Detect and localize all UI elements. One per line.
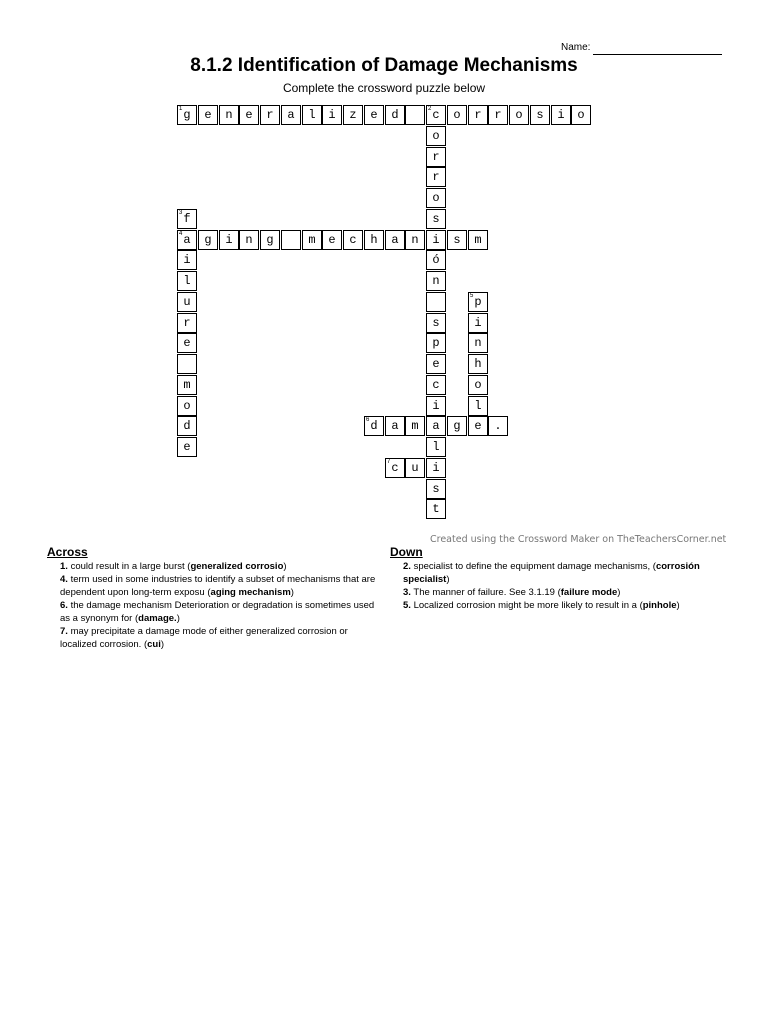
clue-text: The manner of failure. See 3.1.19 ( (410, 587, 561, 598)
cell-letter: e (183, 440, 191, 454)
grid-cell[interactable] (426, 209, 446, 229)
grid-cell[interactable] (426, 313, 446, 333)
grid-cell[interactable] (281, 105, 301, 125)
clue-answer: damage. (138, 613, 177, 624)
clue-number: 5. (403, 600, 411, 611)
down-clue-list (390, 560, 730, 612)
clue-text: Localized corrosion might be more likely to result in a ( (410, 600, 643, 611)
grid-cell[interactable] (468, 105, 488, 125)
grid-cell[interactable] (405, 416, 425, 436)
grid-cell[interactable] (426, 230, 446, 250)
cell-letter: ó (432, 253, 440, 267)
cell-letter: s (432, 316, 440, 330)
cell-letter: g (266, 233, 274, 247)
cell-letter: o (432, 191, 440, 205)
cell-letter: a (391, 233, 399, 247)
grid-cell[interactable] (177, 375, 197, 395)
cell-letter: z (349, 108, 357, 122)
grid-cell[interactable] (426, 458, 446, 478)
cell-letter: a (183, 233, 191, 247)
clue-number: 7. (60, 626, 68, 637)
cell-letter: l (183, 274, 191, 288)
grid-cell[interactable] (468, 396, 488, 416)
cell-number: 6 (366, 417, 370, 423)
cell-letter: i (432, 461, 440, 475)
grid-cell[interactable] (385, 416, 405, 436)
cell-letter: l (308, 108, 316, 122)
cell-number: 5 (470, 293, 474, 299)
page-subtitle: Complete the crossword puzzle below (282, 81, 486, 95)
grid-cell[interactable] (219, 230, 239, 250)
grid-cell[interactable] (468, 230, 488, 250)
cell-number: 2 (428, 106, 432, 112)
clue-item (47, 573, 382, 599)
clue-end: ) (446, 574, 450, 585)
grid-cell[interactable] (343, 230, 363, 250)
grid-cell[interactable] (177, 416, 197, 436)
cell-letter: e (204, 108, 212, 122)
grid-cell[interactable] (343, 105, 363, 125)
grid-cell[interactable] (426, 271, 446, 291)
grid-cell[interactable] (426, 499, 446, 519)
grid-cell[interactable] (302, 230, 322, 250)
clue-item (390, 599, 730, 612)
grid-cell[interactable] (426, 375, 446, 395)
cell-letter: e (183, 336, 191, 350)
cell-letter: u (411, 461, 419, 475)
cell-letter: h (474, 357, 482, 371)
grid-cell[interactable] (260, 105, 280, 125)
cell-letter: o (432, 129, 440, 143)
grid-cell[interactable] (468, 292, 488, 312)
grid-cell[interactable] (177, 209, 197, 229)
clue-item (390, 586, 730, 599)
cell-letter: o (453, 108, 461, 122)
grid-cell[interactable] (364, 105, 384, 125)
grid-cell[interactable] (239, 105, 259, 125)
cell-letter: c (349, 233, 357, 247)
grid-cell[interactable] (426, 250, 446, 270)
grid-cell[interactable] (426, 167, 446, 187)
grid-cell[interactable] (571, 105, 591, 125)
cell-letter: n (474, 336, 482, 350)
grid-cell[interactable] (405, 230, 425, 250)
cell-letter: f (183, 212, 191, 226)
cell-letter: m (308, 233, 316, 247)
cell-letter: r (432, 170, 440, 184)
cell-letter: n (411, 233, 419, 247)
cell-letter: m (411, 419, 419, 433)
clue-number: 4. (60, 574, 68, 585)
grid-cell[interactable] (426, 292, 446, 312)
grid-cell[interactable] (426, 188, 446, 208)
grid-cell[interactable] (530, 105, 550, 125)
clue-end: ) (676, 600, 680, 611)
grid-cell[interactable] (260, 230, 280, 250)
cell-letter: h (370, 233, 378, 247)
clue-answer: corrosión specialist (403, 561, 700, 585)
clue-answer: failure mode (560, 587, 618, 598)
cell-letter: s (432, 212, 440, 226)
grid-cell[interactable] (551, 105, 571, 125)
grid-cell[interactable] (177, 437, 197, 457)
grid-cell[interactable] (468, 375, 488, 395)
grid-cell[interactable] (219, 105, 239, 125)
grid-cell[interactable] (322, 230, 342, 250)
grid-cell[interactable] (468, 416, 488, 436)
cell-letter: . (494, 419, 502, 433)
grid-cell[interactable] (177, 271, 197, 291)
clue-end: ) (617, 587, 621, 598)
cell-letter: i (557, 108, 565, 122)
clue-answer: cui (147, 639, 161, 650)
cell-letter: r (494, 108, 502, 122)
grid-cell[interactable] (426, 105, 446, 125)
cell-letter: r (432, 150, 440, 164)
grid-cell[interactable] (405, 105, 425, 125)
cell-letter: i (183, 253, 191, 267)
cell-letter: r (183, 316, 191, 330)
clue-number: 1. (60, 561, 68, 572)
cell-letter: a (391, 419, 399, 433)
clue-item (390, 560, 730, 586)
grid-cell[interactable] (281, 230, 301, 250)
clue-answer: pinhole (642, 600, 677, 611)
cell-letter: e (370, 108, 378, 122)
cell-letter: e (328, 233, 336, 247)
clue-end: ) (160, 639, 165, 650)
grid-cell[interactable] (447, 230, 467, 250)
cell-letter: i (432, 399, 440, 413)
cell-letter: r (266, 108, 274, 122)
credit-text: Created using the Crossword Maker on TheTeachersCorner.net (430, 534, 727, 545)
grid-cell[interactable] (426, 437, 446, 457)
grid-cell[interactable] (198, 230, 218, 250)
cell-letter: t (432, 502, 440, 516)
cell-letter: a (432, 419, 440, 433)
cell-letter: d (183, 419, 191, 433)
grid-cell[interactable] (177, 333, 197, 353)
grid-cell[interactable] (177, 313, 197, 333)
cell-letter: e (432, 357, 440, 371)
grid-cell[interactable] (177, 354, 197, 374)
grid-cell[interactable] (509, 105, 529, 125)
clue-end: ) (176, 613, 180, 624)
cell-letter: e (474, 419, 482, 433)
cell-letter: d (391, 108, 399, 122)
cell-letter: p (474, 295, 482, 309)
grid-cell[interactable] (426, 416, 446, 436)
clue-number: 3. (403, 587, 411, 598)
grid-cell[interactable] (447, 105, 467, 125)
cell-letter: o (515, 108, 523, 122)
grid-cell[interactable] (364, 230, 384, 250)
grid-cell[interactable] (177, 250, 197, 270)
cell-number: 1 (179, 106, 183, 112)
grid-cell[interactable] (468, 354, 488, 374)
cell-letter: l (474, 399, 482, 413)
clue-answer: aging mechanism (210, 587, 291, 598)
cell-letter: i (432, 233, 440, 247)
clue-text: could result in a large burst ( (67, 561, 191, 572)
cell-letter: u (183, 295, 191, 309)
grid-cell[interactable] (302, 105, 322, 125)
grid-cell[interactable] (385, 458, 405, 478)
down-clues (390, 546, 730, 612)
clue-end: ) (283, 561, 287, 572)
cell-letter: m (474, 233, 482, 247)
clue-text: the damage mechanism Deterioration or degradation is sometimes used as a synonym for ( (60, 600, 375, 624)
cell-letter: a (287, 108, 295, 122)
grid-cell[interactable] (447, 416, 467, 436)
grid-cell[interactable] (364, 416, 384, 436)
grid-cell[interactable] (426, 479, 446, 499)
cell-letter: d (370, 419, 378, 433)
cell-letter: g (453, 419, 461, 433)
clue-text: specialist to define the equipment damage mechanisms, ( (410, 561, 656, 572)
cell-number: 4 (179, 231, 183, 237)
grid-cell[interactable] (322, 105, 342, 125)
grid-cell[interactable] (239, 230, 259, 250)
grid-cell[interactable] (488, 105, 508, 125)
clue-text: may precipitate a damage mode of either generalized corrosion or localized corrosion. ( (60, 626, 348, 650)
page-title: 8.1.2 Identification of Damage Mechanisms (190, 55, 578, 76)
grid-cell[interactable] (385, 105, 405, 125)
grid-cell[interactable] (177, 105, 197, 125)
name-label: Name: (561, 42, 591, 53)
cell-letter: g (183, 108, 191, 122)
grid-cell[interactable] (405, 458, 425, 478)
cell-letter: c (391, 461, 399, 475)
cell-letter: n (432, 274, 440, 288)
cell-letter: s (453, 233, 461, 247)
cell-letter: l (432, 440, 440, 454)
cell-letter: e (245, 108, 253, 122)
clue-item (47, 560, 382, 573)
cell-letter: c (432, 378, 440, 392)
grid-cell[interactable] (488, 416, 508, 436)
down-heading: Down (390, 545, 423, 559)
clue-end: ) (290, 587, 294, 598)
grid-cell[interactable] (177, 292, 197, 312)
cell-letter: o (577, 108, 585, 122)
grid-cell[interactable] (468, 333, 488, 353)
grid-cell[interactable] (426, 333, 446, 353)
cell-number: 7 (387, 459, 391, 465)
cell-letter: i (225, 233, 233, 247)
across-heading: Across (47, 545, 88, 559)
cell-letter: o (183, 399, 191, 413)
grid-cell[interactable] (426, 126, 446, 146)
grid-cell[interactable] (177, 396, 197, 416)
cell-letter: o (474, 378, 482, 392)
cell-letter: s (432, 482, 440, 496)
clue-number: 2. (403, 561, 411, 572)
across-clue-list (47, 560, 382, 651)
clue-number: 6. (60, 600, 68, 611)
grid-cell[interactable] (426, 354, 446, 374)
cell-letter: i (328, 108, 336, 122)
cell-letter: s (536, 108, 544, 122)
grid-cell[interactable] (426, 396, 446, 416)
clue-item (47, 599, 382, 625)
grid-cell[interactable] (177, 230, 197, 250)
cell-letter: n (245, 233, 253, 247)
cell-letter: c (432, 108, 440, 122)
cell-letter: r (474, 108, 482, 122)
clue-item (47, 625, 382, 651)
grid-cell[interactable] (385, 230, 405, 250)
grid-cell[interactable] (468, 313, 488, 333)
grid-cell[interactable] (198, 105, 218, 125)
cell-letter: i (474, 316, 482, 330)
cell-number: 3 (179, 210, 183, 216)
cell-letter: p (432, 336, 440, 350)
clue-text: term used in some industries to identify a subset of mechanisms that are dependent upon long-term exposu ( (60, 574, 376, 598)
cell-letter: n (225, 108, 233, 122)
clue-answer: generalized corrosio (190, 561, 284, 572)
grid-cell[interactable] (426, 147, 446, 167)
cell-letter: g (204, 233, 212, 247)
cell-letter: m (183, 378, 191, 392)
across-clues (47, 546, 382, 651)
